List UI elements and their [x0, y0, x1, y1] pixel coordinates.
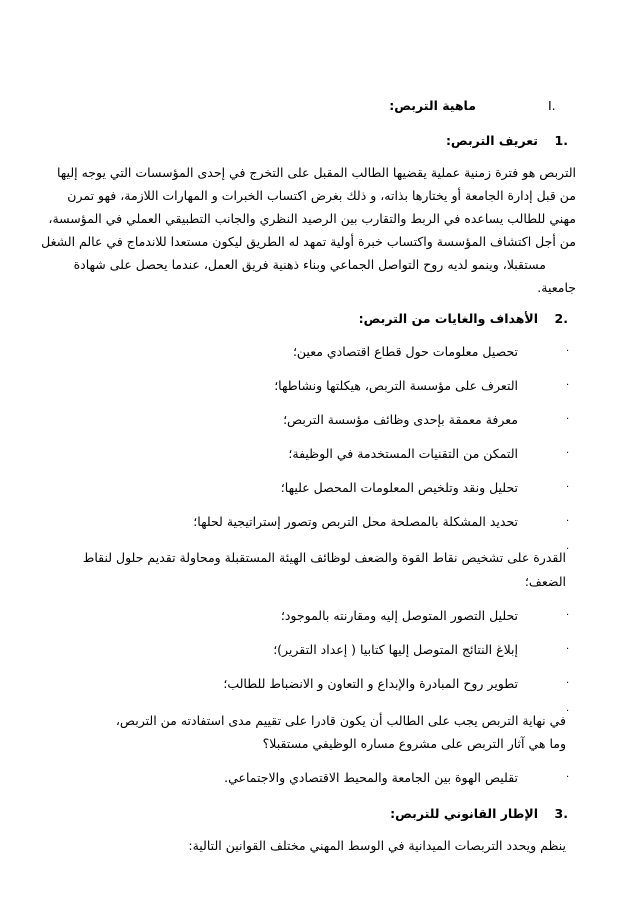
bullet-marker: · [566, 482, 570, 493]
goal-item: تحليل ونقد وتلخيص المعلومات المحصل عليها؛ [280, 480, 518, 495]
section-title: ماهية التربص: [389, 98, 476, 113]
bullet-marker: · [566, 346, 570, 357]
bullet-marker: · [566, 448, 570, 459]
goal-item: معرفة معمقة بإحدى وظائف مؤسسة التربص؛ [283, 412, 518, 427]
bullet-marker: · [566, 380, 570, 391]
subsection-3-number: .3 [554, 806, 568, 821]
bullet-marker: · [566, 610, 570, 621]
goal-item: التعرف على مؤسسة التربص، هيكلتها ونشاطها؛ [274, 378, 518, 393]
bullet-marker: · [566, 414, 570, 425]
subsection-2-number: .2 [554, 311, 568, 326]
paragraph-line: مستقبلا، وينمو لديه روح التواصل الجماعي وبناء ذهنية فريق العمل، عندما يحصل على شهادة [73, 257, 546, 272]
bullet-marker: · [566, 516, 570, 527]
bullet-marker: · [566, 644, 570, 655]
goal-item: القدرة على تشخيص نقاط القوة والضعف لوظائف الهيئة المستقبلة ومحاولة تقديم حلول لنقاط [82, 550, 566, 565]
subsection-1-number: .1 [554, 133, 568, 148]
legal-framework-paragraph: ينظم ويحدد التربصات الميدانية في الوسط المهني مختلف القوانين التالية: [188, 838, 566, 853]
goal-item-continuation: وما هي آثار التربص على مشروع مساره الوظيفي مستقبلا؟ [262, 736, 566, 751]
goal-item: إبلاغ النتائج المتوصل إليها كتابيا ( إعداد التقرير)؛ [273, 642, 518, 657]
bullet-marker: · [566, 706, 570, 717]
bullet-marker: · [566, 544, 570, 555]
paragraph-line: من أجل اكتشاف المؤسسة واكتساب خبرة أولية تمهد له الطريق ليكون مستعدا للاندماج في عالم الشغل [41, 234, 576, 249]
goal-item: التمكن من التقنيات المستخدمة في الوظيفة؛ [288, 446, 518, 461]
section-marker: I. [548, 98, 556, 113]
goal-item: تحليل التصور المتوصل إليه ومقارنته بالموجود؛ [280, 608, 518, 623]
goal-item-continuation: الضعف؛ [524, 574, 566, 589]
bullet-marker: · [566, 772, 570, 783]
subsection-1-title: تعريف التربص: [445, 133, 538, 148]
goal-item: تطوير روح المبادرة والإبداع و التعاون و الانضباط للطالب؛ [223, 676, 518, 691]
subsection-3-title: الإطار القانوني للتربص: [390, 806, 538, 821]
paragraph-line: جامعية. [537, 280, 576, 295]
paragraph-line: مهني للطالب يساعده في الربط والتقارب بين الرصيد النظري والجانب التطبيقي العملي في المؤسسة، [48, 211, 576, 226]
goal-item: تقليص الهوة بين الجامعة والمحيط الاقتصادي والاجتماعي. [224, 770, 518, 785]
subsection-2-title: الأهداف والغايات من التربص: [358, 311, 538, 326]
goal-item: في نهاية التربص يجب على الطالب أن يكون قادرا على تقييم مدى استفادته من التربص، [115, 713, 566, 728]
paragraph-line: من قبل إدارة الجامعة أو يختارها بذاته، و ذلك بغرض اكتساب الخبرات و المهارات اللازمة، فهو تمرن [67, 188, 576, 203]
goal-item: تحصيل معلومات حول قطاع اقتصادي معين؛ [292, 344, 518, 359]
paragraph-line: التربص هو فترة زمنية عملية يقضيها الطالب المقبل على التخرج في إحدى المؤسسات التي يوجه إليها [56, 165, 576, 180]
goal-item: تحديد المشكلة بالمصلحة محل التربص وتصور إستراتيجية لحلها؛ [193, 514, 518, 529]
bullet-marker: · [566, 678, 570, 689]
